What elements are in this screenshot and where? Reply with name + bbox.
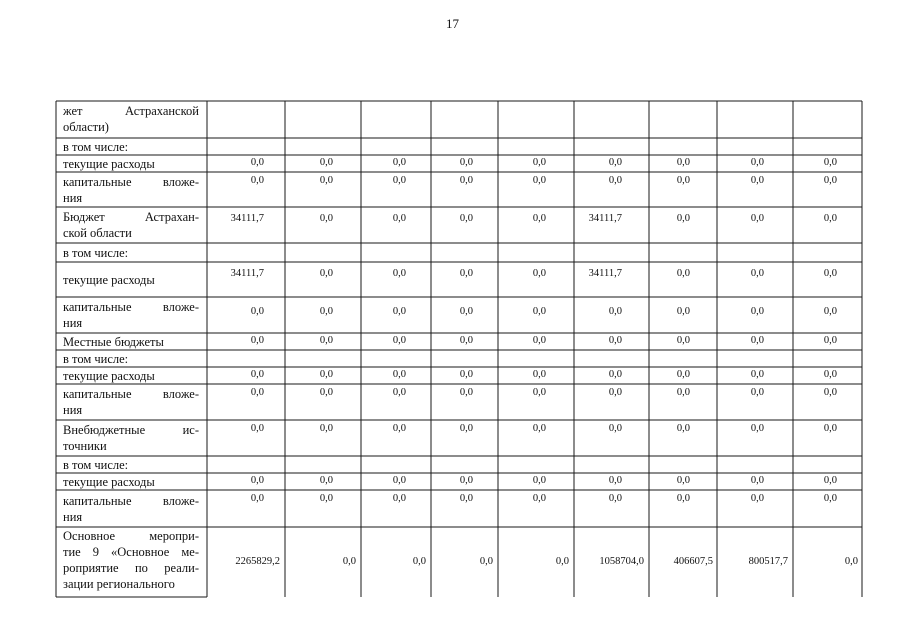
row-label-line: Внебюджетные ис- bbox=[63, 423, 199, 437]
row-label-line: Бюджет Астрахан- bbox=[63, 210, 199, 224]
table-cell-value: 0,0 bbox=[319, 306, 333, 317]
row-label bbox=[63, 174, 199, 206]
table-cell-value: 0,0 bbox=[392, 306, 406, 317]
table-cell-value: 0,0 bbox=[319, 475, 333, 486]
table-cell-value: 0,0 bbox=[750, 306, 764, 317]
row-label-line: в том числе: bbox=[63, 139, 129, 154]
row-label-line: области) bbox=[63, 120, 109, 134]
table-cell-value: 0,0 bbox=[250, 493, 264, 504]
table-cell-value: 0,0 bbox=[392, 423, 406, 434]
table-cell-value: 0,0 bbox=[532, 369, 546, 380]
table-cell-value: 0,0 bbox=[608, 423, 622, 434]
table-cell-value: 0,0 bbox=[479, 556, 493, 567]
table-cell-value: 0,0 bbox=[392, 369, 406, 380]
table-cell-value: 0,0 bbox=[250, 475, 264, 486]
table-cell-value: 0,0 bbox=[608, 369, 622, 380]
table-cell-value: 0,0 bbox=[319, 369, 333, 380]
table-cell-value: 0,0 bbox=[676, 387, 690, 398]
table-cell-value: 0,0 bbox=[676, 423, 690, 434]
table-cell-value: 0,0 bbox=[555, 556, 569, 567]
row-label-line: ской области bbox=[63, 226, 132, 240]
row-label-line: в том числе: bbox=[63, 245, 129, 260]
table-cell-value: 0,0 bbox=[676, 335, 690, 346]
table-cell-value: 0,0 bbox=[319, 268, 333, 279]
table-cell-value: 0,0 bbox=[250, 157, 264, 168]
row-label-line: капитальные вложе- bbox=[63, 174, 199, 189]
row-label bbox=[63, 139, 199, 155]
table-cell-value: 0,0 bbox=[823, 306, 837, 317]
table-cell-value: 0,0 bbox=[459, 387, 473, 398]
table-cell-value: 34111,7 bbox=[230, 213, 264, 224]
row-label-line: текущие расходы bbox=[63, 474, 155, 489]
table-cell-value: 0,0 bbox=[392, 387, 406, 398]
table-cell-value: 0,0 bbox=[250, 369, 264, 380]
table-cell-value: 0,0 bbox=[750, 387, 764, 398]
table-cell-value: 0,0 bbox=[459, 213, 473, 224]
row-label-line: тие 9 «Основное ме- bbox=[63, 545, 199, 559]
row-label bbox=[63, 299, 199, 331]
table-cell-value: 0,0 bbox=[750, 475, 764, 486]
row-label-line: Основное меропри- bbox=[63, 529, 199, 543]
table-cell-value: 0,0 bbox=[532, 387, 546, 398]
table-cell-value: 0,0 bbox=[676, 157, 690, 168]
table-cell-value: 34111,7 bbox=[588, 268, 622, 279]
table-cell-value: 0,0 bbox=[823, 175, 837, 186]
table-cell-value: 0,0 bbox=[823, 335, 837, 346]
table-cell-value: 0,0 bbox=[608, 493, 622, 504]
row-label bbox=[63, 209, 199, 241]
table-cell-value: 0,0 bbox=[532, 475, 546, 486]
row-label-line: роприятие по реали- bbox=[63, 561, 199, 575]
table-cell-value: 34111,7 bbox=[230, 268, 264, 279]
table-cell-value: 0,0 bbox=[750, 335, 764, 346]
row-label-line: ния bbox=[63, 190, 83, 205]
table-cell-value: 0,0 bbox=[676, 268, 690, 279]
table-cell-value: 0,0 bbox=[532, 175, 546, 186]
table-cell-value: 0,0 bbox=[342, 556, 356, 567]
table-cell-value: 0,0 bbox=[250, 387, 264, 398]
table-cell-value: 0,0 bbox=[392, 493, 406, 504]
table-cell-value: 0,0 bbox=[608, 157, 622, 168]
table-cell-value: 0,0 bbox=[392, 335, 406, 346]
table-cell-value: 800517,7 bbox=[748, 556, 788, 567]
row-label-line: капитальные вложе- bbox=[63, 300, 199, 314]
table-cell-value: 0,0 bbox=[392, 213, 406, 224]
table-cell-value: 0,0 bbox=[532, 268, 546, 279]
row-label-line: текущие расходы bbox=[63, 272, 155, 287]
row-label bbox=[63, 245, 199, 261]
row-label bbox=[63, 528, 199, 592]
row-label-line: ния bbox=[63, 316, 83, 330]
row-label-line: капитальные вложе- bbox=[63, 493, 199, 508]
table-cell-value: 0,0 bbox=[319, 157, 333, 168]
row-label bbox=[63, 156, 199, 172]
table-cell-value: 0,0 bbox=[532, 306, 546, 317]
table-cell-value: 0,0 bbox=[823, 157, 837, 168]
table-cell-value: 0,0 bbox=[412, 556, 426, 567]
table-cell-value: 0,0 bbox=[459, 423, 473, 434]
table-cell-value: 0,0 bbox=[459, 306, 473, 317]
table-cell-value: 0,0 bbox=[676, 175, 690, 186]
row-label bbox=[63, 334, 199, 350]
table-cell-value: 0,0 bbox=[676, 475, 690, 486]
table-cell-value: 0,0 bbox=[750, 369, 764, 380]
table-cell-value: 0,0 bbox=[459, 157, 473, 168]
table-cell-value: 0,0 bbox=[459, 475, 473, 486]
row-label bbox=[63, 422, 199, 454]
row-label bbox=[63, 368, 199, 384]
row-label-line: в том числе: bbox=[63, 351, 129, 366]
row-label-line: ния bbox=[63, 509, 83, 524]
row-label-line: текущие расходы bbox=[63, 156, 155, 171]
row-label-line: точники bbox=[63, 439, 107, 453]
table-cell-value: 0,0 bbox=[532, 423, 546, 434]
table-cell-value: 0,0 bbox=[608, 387, 622, 398]
table-cell-value: 0,0 bbox=[750, 268, 764, 279]
table-cell-value: 0,0 bbox=[532, 213, 546, 224]
table-cell-value: 0,0 bbox=[392, 475, 406, 486]
table-cell-value: 0,0 bbox=[676, 213, 690, 224]
row-label-line: текущие расходы bbox=[63, 368, 155, 383]
table-cell-value: 406607,5 bbox=[673, 556, 713, 567]
row-label-line: Местные бюджеты bbox=[63, 334, 164, 349]
table-cell-value: 0,0 bbox=[676, 493, 690, 504]
table-cell-value: 0,0 bbox=[608, 175, 622, 186]
row-label-line: жет Астраханской bbox=[63, 104, 199, 118]
table-cell-value: 0,0 bbox=[319, 387, 333, 398]
table-cell-value: 0,0 bbox=[532, 157, 546, 168]
table-cell-value: 0,0 bbox=[459, 268, 473, 279]
table-cell-value: 1058704,0 bbox=[599, 556, 644, 567]
table-cell-value: 0,0 bbox=[823, 213, 837, 224]
table-cell-value: 0,0 bbox=[459, 493, 473, 504]
table-cell-value: 0,0 bbox=[676, 306, 690, 317]
table-cell-value: 0,0 bbox=[392, 157, 406, 168]
table-cell-value: 0,0 bbox=[319, 175, 333, 186]
table-cell-value: 0,0 bbox=[750, 175, 764, 186]
row-label-line: в том числе: bbox=[63, 457, 129, 472]
table-cell-value: 0,0 bbox=[823, 387, 837, 398]
table-cell-value: 0,0 bbox=[392, 268, 406, 279]
table-cell-value: 0,0 bbox=[250, 175, 264, 186]
row-label bbox=[63, 457, 199, 473]
table-cell-value: 2265829,2 bbox=[235, 556, 280, 567]
table-cell-value: 0,0 bbox=[823, 369, 837, 380]
table-cell-value: 0,0 bbox=[250, 335, 264, 346]
table-cell-value: 0,0 bbox=[823, 423, 837, 434]
table-cell-value: 0,0 bbox=[250, 423, 264, 434]
row-label-line: зации регионального bbox=[63, 577, 175, 591]
table-cell-value: 0,0 bbox=[319, 335, 333, 346]
row-label bbox=[63, 272, 199, 288]
table-cell-value: 0,0 bbox=[608, 306, 622, 317]
table-cell-value: 0,0 bbox=[459, 335, 473, 346]
table-cell-value: 0,0 bbox=[392, 175, 406, 186]
table-cell-value: 0,0 bbox=[532, 335, 546, 346]
page-number: 17 bbox=[446, 16, 459, 31]
row-label-line: ния bbox=[63, 403, 83, 417]
row-label bbox=[63, 493, 199, 525]
row-label bbox=[63, 386, 199, 418]
table-cell-value: 0,0 bbox=[319, 423, 333, 434]
row-label-line: капитальные вложе- bbox=[63, 387, 199, 401]
table-cell-value: 0,0 bbox=[608, 335, 622, 346]
table-cell-value: 34111,7 bbox=[588, 213, 622, 224]
table-cell-value: 0,0 bbox=[750, 493, 764, 504]
table-cell-value: 0,0 bbox=[750, 213, 764, 224]
row-label bbox=[63, 351, 199, 367]
table-cell-value: 0,0 bbox=[750, 423, 764, 434]
table-cell-value: 0,0 bbox=[844, 556, 858, 567]
table-cell-value: 0,0 bbox=[676, 369, 690, 380]
table-cell-value: 0,0 bbox=[823, 493, 837, 504]
table-cell-value: 0,0 bbox=[750, 157, 764, 168]
table-cell-value: 0,0 bbox=[532, 493, 546, 504]
row-label bbox=[63, 474, 199, 490]
table-cell-value: 0,0 bbox=[823, 268, 837, 279]
table-cell-value: 0,0 bbox=[250, 306, 264, 317]
table-cell-value: 0,0 bbox=[459, 369, 473, 380]
table-cell-value: 0,0 bbox=[823, 475, 837, 486]
table-cell-value: 0,0 bbox=[459, 175, 473, 186]
table-cell-value: 0,0 bbox=[319, 493, 333, 504]
table-cell-value: 0,0 bbox=[319, 213, 333, 224]
row-label bbox=[63, 103, 199, 135]
table-cell-value: 0,0 bbox=[608, 475, 622, 486]
